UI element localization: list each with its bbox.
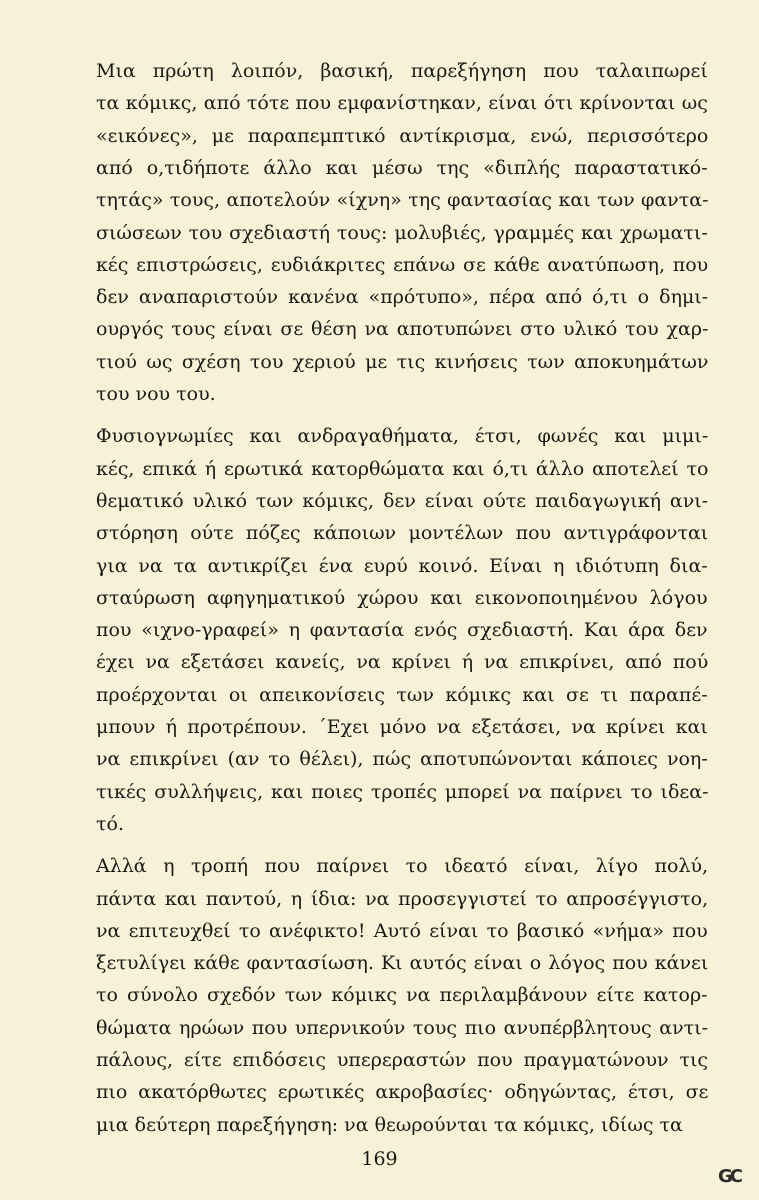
text-line: από ο,τιδήποτε άλλο και μέσω της «διπλής παραστατικό- <box>96 156 708 179</box>
text-line: να επιτευχθεί το ανέφικτο! Αυτό είναι το βασικό «νήμα» που <box>96 919 708 942</box>
text-line: θώματα ηρώων που υπερνικούν τους πιο ανυπέρβλητους αντι- <box>96 1016 709 1039</box>
text-line: θεματικό υλικό των κόμικς, δεν είναι ούτε παιδαγωγική ανι- <box>96 489 709 512</box>
text-line: τιού ως σχέση του χεριού με τις κινήσεις των αποκυημάτων <box>96 350 709 373</box>
text-line: τητάς» τους, αποτελούν «ίχνη» της φαντασίας και των φαντα- <box>96 189 709 212</box>
text-line: το σύνολο σχεδόν των κόμικς να περιλαμβάνουν είτε κατορ- <box>96 984 708 1007</box>
text-line: για να τα αντικρίζει ένα ευρύ κοινό. Είναι η ιδιότυπη δια- <box>96 554 708 577</box>
text-line: Μια πρώτη λοιπόν, βασική, παρεξήγηση που ταλαιπωρεί <box>96 60 708 82</box>
text-line: τό. <box>96 812 124 835</box>
text-line: σταύρωση αφηγηματικού χώρου και εικονοποιημένου λόγου <box>96 586 708 609</box>
text-line: πάλους, είτε επιδόσεις υπερεραστών που πραγματώνουν τις <box>96 1049 709 1071</box>
text-line: τικές συλλήψεις, και ποιες τροπές μπορεί να παίρνει το ιδεα- <box>96 780 709 803</box>
text-line: στόρηση ούτε πόζες κάποιων μοντέλων που αντιγράφονται <box>96 522 709 545</box>
text-line: μια δεύτερη παρεξήγηση: να θεωρούνται τα κόμικς, ιδίως τα <box>96 1113 683 1136</box>
text-line: Φυσιογνωμίες και ανδραγαθήματα, έτσι, φωνές και μιμι- <box>96 425 709 448</box>
text-line: του νου του. <box>96 383 216 405</box>
text-line: ουργός τους είναι σε θέση να αποτυπώνει στο υλικό του χαρ- <box>96 318 709 341</box>
text-line: μπουν ή προτρέπουν. ΄Εχει μόνο να εξετάσει, να κρίνει και <box>96 716 708 738</box>
text-line: να επικρίνει (αν το θέλει), πώς αποτυπώνονται κάποιες νοη- <box>96 748 708 771</box>
text-line: σιώσεων του σχεδιαστή τους: μολυβιές, γραμμές και χρωματι- <box>96 221 708 244</box>
text-line: ξετυλίγει κάθε φαντασίωση. Κι αυτός είναι ο λόγος που κάνει <box>96 952 709 975</box>
text-line: τα κόμικς, από τότε που εμφανίστηκαν, είναι ότι κρίνονται ως <box>96 92 708 115</box>
text-line: δεν αναπαριστούν κανένα «πρότυπο», πέρα από ό,τι ο δημι- <box>96 286 709 309</box>
text-line: πιο ακατόρθωτες ερωτικές ακροβασίες· οδηγώντας, έτσι, σε <box>96 1081 709 1104</box>
text-line: κές επιστρώσεις, ευδιάκριτες επάνω σε κάθε ανατύπωση, που <box>96 253 709 276</box>
text-line: κές, επικά ή ερωτικά κατορθώματα και ό,τι άλλο αποτελεί το <box>96 457 709 480</box>
text-line: έχει να εξετάσει κανείς, να κρίνει ή να επικρίνει, από πού <box>96 651 709 674</box>
text-line: Αλλά η τροπή που παίρνει το ιδεατό είναι, λίγο πολύ, <box>96 855 709 878</box>
gc-watermark: GC <box>718 1166 740 1187</box>
text-line: προέρχονται οι απεικονίσεις των κόμικς και σε τι παραπέ- <box>96 683 708 706</box>
page-number: 169 <box>361 1148 398 1170</box>
text-line: «εικόνες», με παραπεμπτικό αντίκρισμα, ενώ, περισσότερο <box>96 124 709 147</box>
text-line: που «ιχνο-γραφεί» η φαντασία ενός σχεδιαστή. Και άρα δεν <box>96 619 708 642</box>
text-line: πάντα και παντού, η ίδια: να προσεγγιστεί το απροσέγγιστο, <box>96 887 709 910</box>
